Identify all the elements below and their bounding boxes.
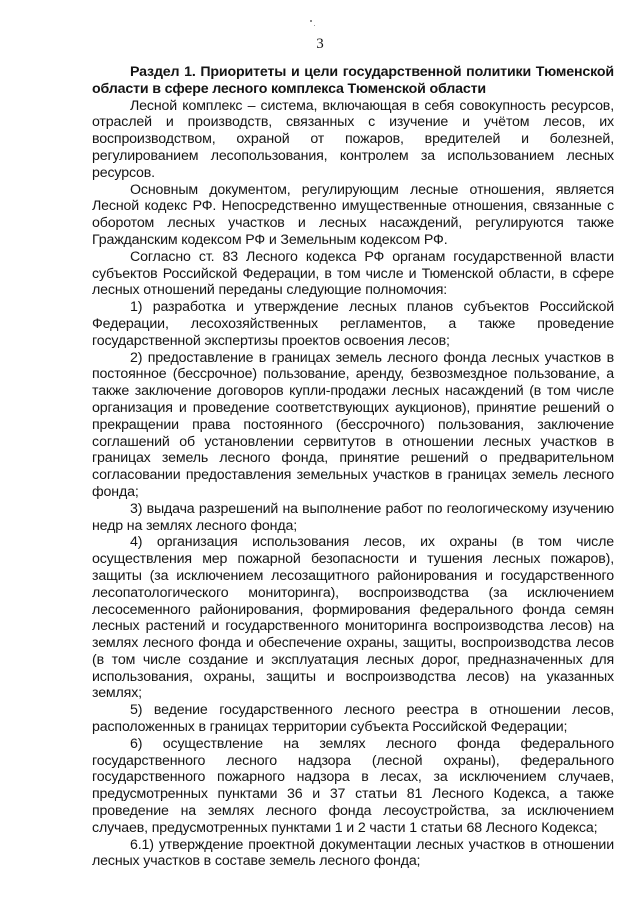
list-item: 1) разработка и утверждение лесных планов субъектов Российской Федерации, лесохозяйственных регламентов, а также проведение государственной экспертизы проектов освоения лесов; xyxy=(92,299,614,349)
paragraph: Лесной комплекс – система, включающая в себя совокупность ресурсов, отраслей и производств, связанных с изучение и учётом лесов, их воспроизводством, охраной от пожаров, вредителей и болезней, регулированием лесопользования, контролем за использованием лесных ресурсов. xyxy=(92,97,614,181)
list-item: 3) выдача разрешений на выполнение работ по геологическому изучению недр на землях лесного фонда; xyxy=(92,500,614,534)
paragraph: Основным документом, регулирующим лесные отношения, является Лесной кодекс РФ. Непосредственно имущественные отношения, связанные с оборотом лесных участков и лесных насаждений, регулируются также Гражданским кодексом РФ и Земельным кодексом РФ. xyxy=(92,181,614,248)
section-heading: Раздел 1. Приоритеты и цели государственной политики Тюменской области в сфере лесного комплекса Тюменской области xyxy=(92,64,614,97)
list-item: 2) предоставление в границах земель лесного фонда лесных участков в постоянное (бессрочное) пользование, аренду, безвозмездное пользование, а также заключение договоров купли-продажи лесных насаждений (в том числе организация и проведение соответствующих аукционов), принятие решений о прекращении права постоянного (бессрочного) пользования, заключение соглашений об установлении сервитутов в отношении лесных участков в границах земель лесного фонда, принятие решений о предварительном согласовании предоставления земельных участков в границах земель лесного фонда; xyxy=(92,349,614,500)
scan-speck xyxy=(310,20,312,22)
list-item: 6) осуществление на землях лесного фонда федерального государственного лесного надзора (лесной охраны), федерального государственного пожарного надзора в лесах, за исключением случаев, предусмотренных пунктами 36 и 37 статьи 81 Лесного Кодекса, а также проведение на землях лесного фонда лесоустройства, за исключением случаев, предусмотренных пунктами 1 и 2 части 1 статьи 68 Лесного Кодекса; xyxy=(92,735,614,836)
list-item: 6.1) утверждение проектной документации лесных участков в отношении лесных участков в составе земель лесного фонда; xyxy=(92,836,614,870)
document-body xyxy=(92,64,614,870)
page-number: 3 xyxy=(316,36,324,52)
scan-speck xyxy=(314,25,315,26)
list-item: 4) организация использования лесов, их охраны (в том числе осуществления мер пожарной безопасности и тушения лесных пожаров), защиты (за исключением лесозащитного районирования и государственного лесопатологического мониторинга), воспроизводства (за исключением лесосеменного районирования, формирования федерального фонда семян лесных растений и государственного мониторинга воспроизводства лесов) на землях лесного фонда и обеспечение охраны, защиты, воспроизводства лесов (в том числе создание и эксплуатация лесных дорог, предназначенных для использования, охраны, защиты и воспроизводства лесов) на указанных землях; xyxy=(92,534,614,702)
list-item: 5) ведение государственного лесного реестра в отношении лесов, расположенных в границах территории субъекта Российской Федерации; xyxy=(92,702,614,736)
paragraph: Согласно ст. 83 Лесного кодекса РФ органам государственной власти субъектов Российской Федерации, в том числе и Тюменской области, в сфере лесных отношений переданы следующие полномочия: xyxy=(92,248,614,299)
